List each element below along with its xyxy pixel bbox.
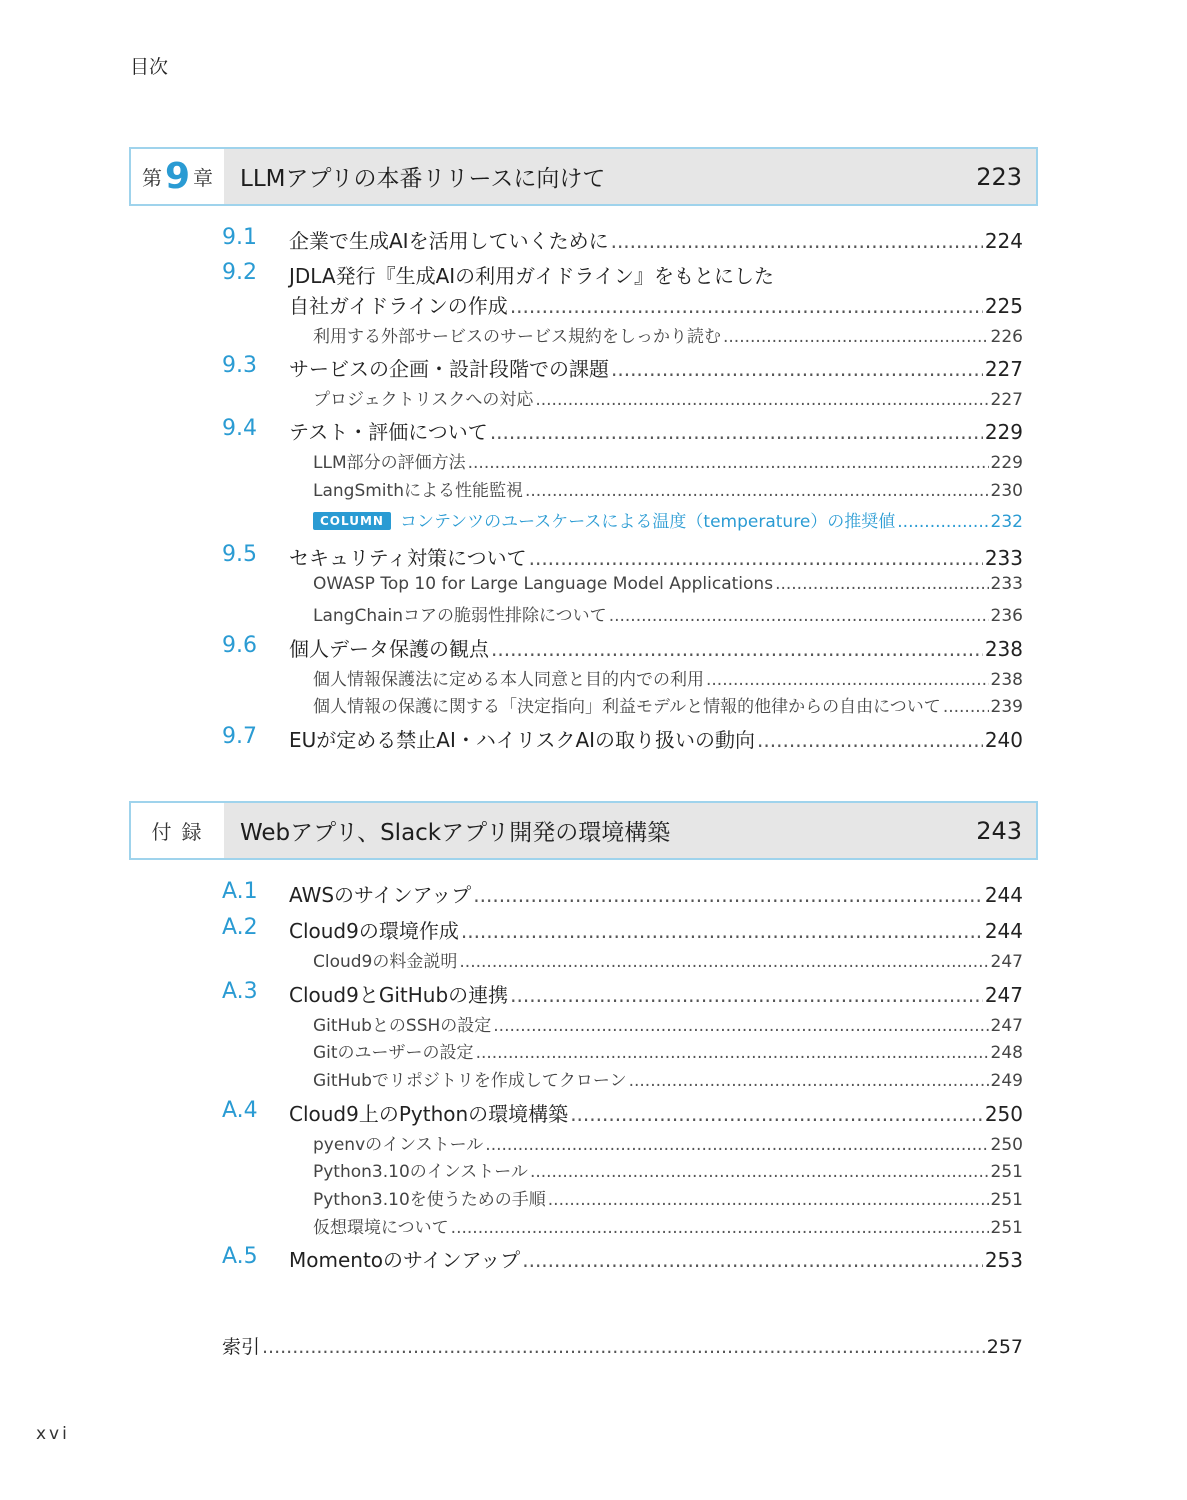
- subsection-title: 個人情報保護法に定める本人同意と目的内での利用: [313, 670, 704, 690]
- subsection-title: LLM部分の評価方法: [313, 453, 466, 473]
- section-number: 9.3: [222, 353, 257, 378]
- dot-leader: [530, 1162, 989, 1182]
- subsection-title: 利用する外部サービスのサービス規約をしっかり読む: [313, 327, 721, 347]
- running-head: 目次: [130, 56, 169, 78]
- dot-leader: [491, 637, 983, 661]
- page-number: 251: [990, 1190, 1023, 1210]
- chapter-page: 243: [976, 816, 1022, 845]
- page-number: 251: [990, 1218, 1023, 1238]
- toc-subsection-entry[interactable]: [313, 947, 1023, 972]
- subsection-title: GitHubでリポジトリを作成してクローン: [313, 1071, 627, 1091]
- dot-leader: [629, 1071, 989, 1091]
- toc-subsection-entry[interactable]: [313, 1066, 1023, 1091]
- dot-leader: [522, 1248, 983, 1272]
- toc-subsection-entry[interactable]: [313, 1185, 1023, 1210]
- index-title: 索引: [222, 1336, 261, 1358]
- page-number: 251: [990, 1162, 1023, 1182]
- dot-leader: [535, 390, 988, 410]
- dot-leader: [490, 420, 983, 444]
- dot-leader: [510, 983, 983, 1007]
- subsection-title: Cloud9の料金説明: [313, 952, 458, 972]
- page-number: 227: [990, 390, 1023, 410]
- dot-leader: [262, 1336, 985, 1358]
- chapter-9-heading[interactable]: [129, 147, 1038, 206]
- dot-leader: [451, 1218, 989, 1238]
- dot-leader: [548, 1190, 989, 1210]
- page-number: 239: [990, 697, 1023, 717]
- dot-leader: [473, 883, 983, 907]
- column-title: コンテンツのユースケースによる温度（temperature）の推奨値: [399, 512, 896, 532]
- section-number: A.1: [222, 879, 258, 904]
- dot-leader: [485, 1135, 988, 1155]
- toc-section-entry[interactable]: [289, 225, 1023, 254]
- page-number: 244: [984, 919, 1023, 943]
- page-number: 238: [984, 637, 1023, 661]
- page-number: 247: [984, 983, 1023, 1007]
- subsection-title: プロジェクトリスクへの対応: [313, 390, 534, 410]
- dot-leader: [943, 697, 989, 717]
- dot-leader: [525, 481, 989, 501]
- page-number: 227: [984, 357, 1023, 381]
- toc-subsection-entry[interactable]: [313, 1213, 1023, 1238]
- section-title: 個人データ保護の観点: [289, 637, 489, 661]
- appendix-label: 付録: [131, 803, 224, 858]
- chapter-prefix: 第: [141, 166, 162, 190]
- toc-subsection-entry[interactable]: [313, 665, 1023, 690]
- page-number: 229: [984, 420, 1023, 444]
- section-title: テスト・評価について: [289, 420, 488, 444]
- chapter-title-bar: [224, 803, 1036, 858]
- toc-subsection-entry[interactable]: [313, 1157, 1023, 1182]
- chapter-page: 223: [976, 162, 1022, 191]
- page-number: 232: [990, 512, 1023, 532]
- section-title-line1: JDLA発行『生成AIの利用ガイドライン』をもとにした: [289, 264, 774, 288]
- section-number: A.5: [222, 1244, 258, 1269]
- toc-section-entry[interactable]: [289, 416, 1023, 445]
- toc-section-entry[interactable]: [289, 879, 1023, 908]
- dot-leader: [609, 606, 989, 626]
- toc-subsection-entry[interactable]: [313, 692, 1023, 717]
- chapter-title: Webアプリ、Slackアプリ開発の環境構築: [240, 820, 671, 846]
- section-title: Cloud9上のPythonの環境構築: [289, 1102, 569, 1126]
- toc-subsection-entry[interactable]: [313, 385, 1023, 410]
- page-number: 250: [984, 1102, 1023, 1126]
- section-number: A.4: [222, 1098, 258, 1123]
- toc-section-entry[interactable]: [289, 724, 1023, 753]
- subsection-title: 個人情報の保護に関する「決定指向」利益モデルと情報的他律からの自由について: [313, 697, 941, 717]
- dot-leader: [459, 952, 988, 972]
- section-title: AWSのサインアップ: [289, 883, 472, 907]
- page-number: 233: [990, 574, 1023, 594]
- dot-leader: [493, 1016, 988, 1036]
- section-number: 9.6: [222, 633, 257, 658]
- dot-leader: [611, 229, 983, 253]
- section-number: 9.4: [222, 416, 257, 441]
- dot-leader: [757, 728, 983, 752]
- page-number: 230: [990, 481, 1023, 501]
- chapter-label: [131, 149, 224, 204]
- toc-subsection-entry[interactable]: [313, 322, 1023, 347]
- toc-subsection-entry[interactable]: [313, 476, 1023, 501]
- subsection-title: 仮想環境について: [313, 1218, 449, 1238]
- section-title: サービスの企画・設計段階での課題: [289, 357, 609, 381]
- section-number: 9.1: [222, 225, 257, 250]
- toc-subsection-entry[interactable]: [313, 574, 1023, 594]
- dot-leader: [723, 327, 989, 347]
- dot-leader: [611, 357, 983, 381]
- toc-section-entry[interactable]: [289, 915, 1023, 944]
- toc-column-entry[interactable]: [313, 507, 1023, 532]
- dot-leader: [570, 1102, 983, 1126]
- dot-leader: [476, 1043, 989, 1063]
- page-number: 247: [990, 952, 1023, 972]
- page-number: 224: [984, 229, 1023, 253]
- section-number: 9.7: [222, 724, 257, 749]
- dot-leader: [461, 919, 983, 943]
- toc-section-entry[interactable]: [289, 542, 1023, 571]
- subsection-title: OWASP Top 10 for Large Language Model Applications: [313, 574, 774, 594]
- chapter-title-bar: [224, 149, 1036, 204]
- section-title: Cloud9の環境作成: [289, 919, 459, 943]
- appendix-heading[interactable]: [129, 801, 1038, 860]
- page-number: 233: [984, 546, 1023, 570]
- subsection-title: Python3.10のインストール: [313, 1162, 528, 1182]
- toc-section-entry[interactable]: [289, 979, 1023, 1008]
- subsection-title: Python3.10を使うための手順: [313, 1190, 546, 1210]
- toc-subsection-entry[interactable]: [313, 1130, 1023, 1155]
- toc-subsection-entry[interactable]: [313, 1011, 1023, 1036]
- toc-section-entry[interactable]: [289, 633, 1023, 662]
- toc-section-entry[interactable]: [289, 353, 1023, 382]
- toc-section-entry[interactable]: [289, 290, 1023, 319]
- chapter-number: 9: [164, 155, 191, 197]
- section-title: セキュリティ対策について: [289, 546, 527, 570]
- dot-leader: [706, 670, 989, 690]
- subsection-title: GitHubとのSSHの設定: [313, 1016, 492, 1036]
- page-number: 225: [984, 294, 1023, 318]
- dot-leader: [468, 453, 989, 473]
- toc-section-entry[interactable]: [289, 1098, 1023, 1127]
- subsection-title: pyenvのインストール: [313, 1135, 484, 1155]
- page-number: 226: [990, 327, 1023, 347]
- page-number: 229: [990, 453, 1023, 473]
- chapter-suffix: 章: [193, 166, 214, 190]
- toc-subsection-entry[interactable]: [313, 1038, 1023, 1063]
- page-folio: xvi: [36, 1424, 70, 1444]
- section-title: Momentoのサインアップ: [289, 1248, 521, 1272]
- dot-leader: [897, 512, 988, 532]
- page-number: 238: [990, 670, 1023, 690]
- dot-leader: [775, 574, 988, 594]
- toc-subsection-entry[interactable]: [313, 601, 1023, 626]
- page-number: 236: [990, 606, 1023, 626]
- page-number: 240: [984, 728, 1023, 752]
- section-title: EUが定める禁止AI・ハイリスクAIの取り扱いの動向: [289, 728, 756, 752]
- section-number: A.2: [222, 915, 258, 940]
- page-number: 257: [986, 1336, 1023, 1358]
- toc-index-entry[interactable]: [222, 1332, 1023, 1359]
- page-number: 244: [984, 883, 1023, 907]
- dot-leader: [529, 546, 983, 570]
- section-number: 9.2: [222, 260, 257, 285]
- section-number: A.3: [222, 979, 258, 1004]
- toc-subsection-entry[interactable]: [313, 448, 1023, 473]
- toc-section-entry[interactable]: [289, 1244, 1023, 1273]
- subsection-title: LangChainコアの脆弱性排除について: [313, 606, 607, 626]
- column-badge: COLUMN: [313, 512, 391, 530]
- page-number: 250: [990, 1135, 1023, 1155]
- section-title: 企業で生成AIを活用していくために: [289, 229, 609, 253]
- section-title: 自社ガイドラインの作成: [289, 294, 508, 318]
- page-number: 249: [990, 1071, 1023, 1091]
- section-title: Cloud9とGitHubの連携: [289, 983, 509, 1007]
- subsection-title: Gitのユーザーの設定: [313, 1043, 474, 1063]
- page-number: 247: [990, 1016, 1023, 1036]
- page-number: 253: [984, 1248, 1023, 1272]
- page-number: 248: [990, 1043, 1023, 1063]
- subsection-title: LangSmithによる性能監視: [313, 481, 523, 501]
- dot-leader: [510, 294, 983, 318]
- section-number: 9.5: [222, 542, 257, 567]
- chapter-title: LLMアプリの本番リリースに向けて: [240, 166, 606, 192]
